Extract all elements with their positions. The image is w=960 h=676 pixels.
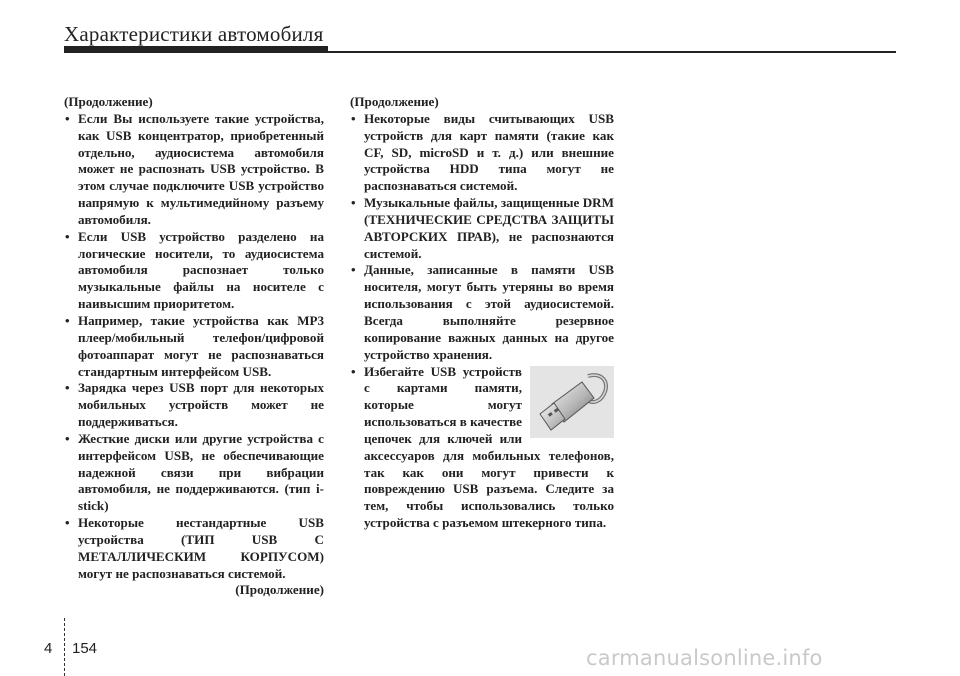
continued-label-top: (Продолжение) bbox=[350, 94, 439, 109]
left-column bbox=[64, 94, 324, 599]
list-item: • Если USB устройство разделено на логические носители, то аудиосистема автомобиля распознает только музыкальные файлы на носителе с наивысшим приоритетом. bbox=[64, 229, 324, 313]
list-item: • Зарядка через USB порт для некоторых мобильных устройств может не поддерживаться. bbox=[64, 380, 324, 431]
list-item-with-image bbox=[350, 364, 614, 532]
list-item: • Если Вы используете такие устройства, как USB концентратор, приобретенный отдельно, аудиосистема автомобиля может не распознать USB устройство. В этом случае подключите USB устройство напрямую к мультимедийному разъему автомобиля. bbox=[64, 111, 324, 229]
usb-flash-drive-keyring-icon bbox=[530, 366, 614, 438]
list-item-text: Избегайте USB устройств с картами памяти, которые могут использоваться в качестве цепочек для ключей или аксессуаров для мобильных телефонов, так как они могут привести к повреждению USB разъема. Следите за тем, чтобы использовались только устройства с разъемом штекерного типа. bbox=[364, 363, 614, 531]
right-bullet-list bbox=[350, 111, 614, 532]
footer-divider bbox=[64, 618, 65, 676]
header-rule-thin bbox=[64, 51, 896, 53]
list-item: • Например, такие устройства как MP3 плеер/мобильный телефон/цифровой фотоаппарат могут не распознаваться стандартным интерфейсом USB. bbox=[64, 313, 324, 380]
page-number: 154 bbox=[72, 640, 98, 657]
page-header-title: Характеристики автомобиля bbox=[64, 22, 324, 46]
list-item: • Данные, записанные в памяти USB носителя, могут быть утеряны во время использования с этой аудиосистемой. Всегда выполняйте резервное копирование важных данных на другое устройство хранения. bbox=[350, 262, 614, 363]
list-item: • Музыкальные файлы, защищенные DRM (ТЕХНИЧЕСКИЕ СРЕДСТВА ЗАЩИТЫ АВТОРСКИХ ПРАВ), не распознаются системой. bbox=[350, 195, 614, 262]
chapter-number: 4 bbox=[44, 640, 53, 657]
right-column bbox=[350, 94, 614, 532]
list-item: • Некоторые виды считывающих USB устройств для карт памяти (такие как CF, SD, microSD и т. д.) или внешние устройства HDD типа могут не распознаваться системой. bbox=[350, 111, 614, 195]
list-item: • Жесткие диски или другие устройства с интерфейсом USB, не обеспечивающие надежной связи при вибрации автомобиля, не поддерживаются. (тип i-stick) bbox=[64, 431, 324, 515]
watermark: carmanualsonline.info bbox=[586, 646, 823, 670]
list-item: • Некоторые нестандартные USB устройства (ТИП USB С МЕТАЛЛИЧЕСКИМ КОРПУСОМ) могут не распознаваться системой. bbox=[64, 515, 324, 582]
left-bullet-list bbox=[64, 111, 324, 583]
continued-label-bottom: (Продолжение) bbox=[235, 582, 324, 598]
continued-label-top: (Продолжение) bbox=[64, 94, 153, 109]
